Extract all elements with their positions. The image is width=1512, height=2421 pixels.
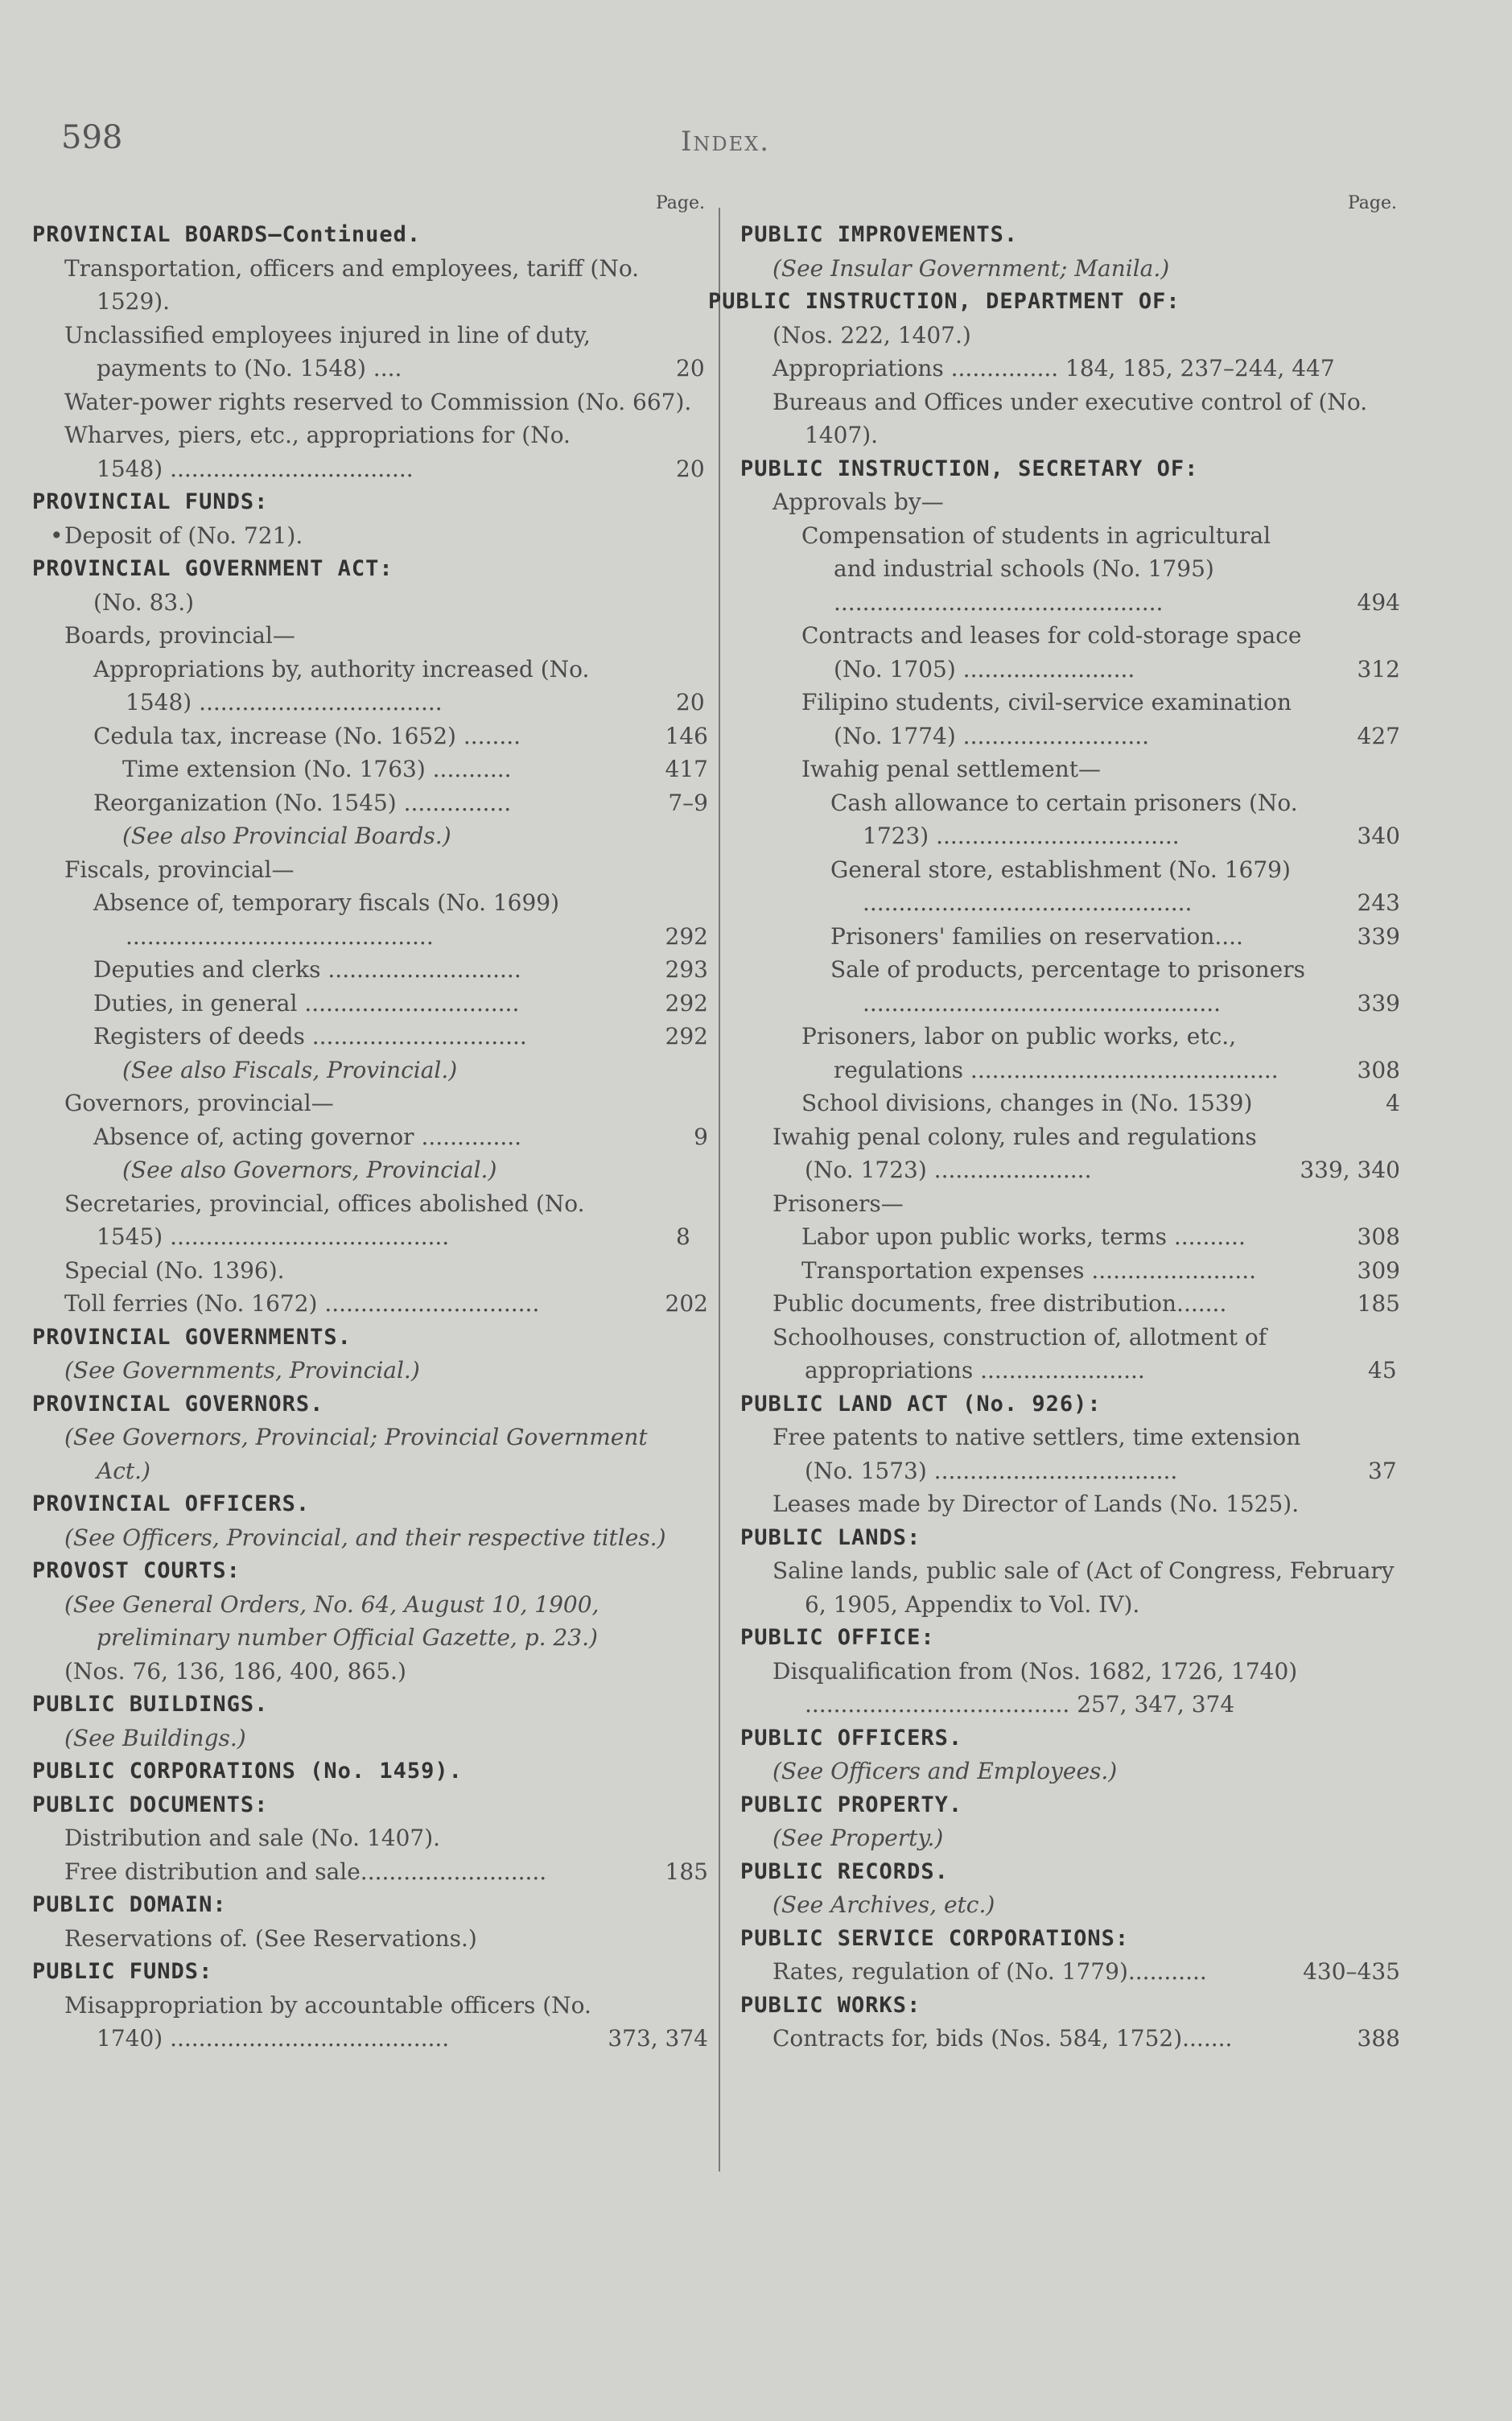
index-entry <box>740 1287 1400 1321</box>
entry-text: Reorganization (No. 1545) ............... <box>93 789 512 816</box>
entry-text: Rates, regulation of (No. 1779)........... <box>772 1958 1207 1985</box>
page-reference: 308 <box>1349 1220 1400 1254</box>
index-entry <box>32 953 708 987</box>
entry-text: Toll ferries (No. 1672) .............................. <box>64 1290 540 1317</box>
entry-text: PUBLIC SERVICE CORPORATIONS: <box>740 1925 1130 1951</box>
index-heading <box>32 1888 708 1922</box>
entry-text: Prisoners— <box>772 1190 904 1217</box>
index-entry <box>32 753 708 786</box>
index-heading <box>32 1688 708 1722</box>
index-entry <box>740 1421 1400 1487</box>
index-entry <box>32 819 708 853</box>
entry-text: Labor upon public works, terms .......... <box>801 1223 1246 1250</box>
index-entry <box>32 252 708 319</box>
column-divider <box>719 208 720 2171</box>
index-entry <box>32 720 708 753</box>
page-reference: 494 <box>1382 586 1400 620</box>
index-heading <box>32 1788 708 1822</box>
index-entry <box>32 1087 708 1120</box>
page-reference: 417 <box>657 753 708 786</box>
index-entry <box>740 1087 1400 1120</box>
entry-text: Absence of, acting governor .............. <box>93 1123 522 1150</box>
entry-text: (See Governments, Provincial.) <box>64 1357 420 1384</box>
index-entry <box>32 1821 708 1855</box>
entry-text: Saline lands, public sale of (Act of Congress, February 6, 1905, Appendix to Vol. IV). <box>772 1557 1395 1618</box>
index-entry <box>740 2022 1400 2056</box>
entry-text: Absence of, temporary fiscals (No. 1699) ........................................... <box>93 889 560 950</box>
entry-text: PROVINCIAL GOVERNORS. <box>32 1391 324 1417</box>
entry-text: Leases made by Director of Lands (No. 1525). <box>772 1491 1300 1517</box>
page-reference: 339 <box>1382 987 1400 1021</box>
index-heading <box>740 452 1400 486</box>
entry-text: (Nos. 76, 136, 186, 400, 865.) <box>64 1657 406 1685</box>
index-entry <box>32 1855 708 1889</box>
index-heading <box>740 1521 1400 1555</box>
entry-list <box>32 218 708 2056</box>
index-entry <box>740 1554 1400 1621</box>
index-entry <box>740 485 1400 519</box>
index-entry <box>32 786 708 820</box>
index-entry <box>740 686 1400 753</box>
page-reference: 8 <box>700 1220 708 1254</box>
page-reference: 388 <box>1349 2022 1400 2056</box>
entry-text: PUBLIC BUILDINGS. <box>32 1692 269 1717</box>
entry-text: PROVINCIAL FUNDS: <box>32 489 269 514</box>
entry-text: Secretaries, provincial, offices abolished (No. 1545) ....................................... <box>64 1190 585 1250</box>
entry-text: PROVOST COURTS: <box>32 1558 241 1583</box>
index-entry <box>740 786 1400 853</box>
entry-text: Cash allowance to certain prisoners (No. 1723) .................................. <box>830 789 1298 849</box>
index-entry <box>740 853 1400 920</box>
index-entry <box>32 1655 708 1689</box>
index-entry <box>740 386 1400 452</box>
page-reference: 293 <box>657 953 708 987</box>
index-heading <box>32 1554 708 1588</box>
entry-text: Iwahig penal colony, rules and regulations (No. 1723) ...................... <box>772 1123 1257 1183</box>
entry-text: (No. 83.) <box>93 588 195 616</box>
page-reference: 146 <box>657 720 708 753</box>
index-entry <box>32 1354 708 1388</box>
index-entry <box>32 1153 708 1187</box>
page-reference: 292 <box>657 1020 708 1054</box>
index-entry <box>740 1020 1400 1087</box>
entry-list <box>708 218 1400 2056</box>
entry-text: (See Governors, Provincial; Provincial Government Act.) <box>64 1424 648 1484</box>
entry-text: (See also Provincial Boards.) <box>122 823 451 849</box>
page-reference: 308 <box>1382 1054 1400 1087</box>
index-entry <box>32 987 708 1021</box>
page-reference: 20 <box>700 452 708 486</box>
entry-text: (See Property.) <box>772 1825 944 1851</box>
index-entry <box>32 1187 708 1254</box>
index-entry <box>32 1922 708 1956</box>
page-reference: 340 <box>1382 819 1400 853</box>
entry-text: Contracts for, bids (Nos. 584, 1752)....... <box>772 2025 1233 2052</box>
entry-text: PUBLIC DOCUMENTS: <box>32 1792 269 1817</box>
entry-text: Cedula tax, increase (No. 1652) ........ <box>93 722 521 749</box>
index-heading <box>740 1855 1400 1889</box>
entry-text: PUBLIC RECORDS. <box>740 1858 949 1884</box>
index-entry <box>32 419 708 485</box>
page-number: 598 <box>61 119 123 156</box>
entry-text: Deposit of (No. 721). <box>64 522 303 549</box>
entry-text: (See also Fiscals, Provincial.) <box>122 1056 458 1083</box>
index-entry <box>32 1054 708 1087</box>
entry-text: Approvals by— <box>772 489 944 515</box>
entry-text: PUBLIC INSTRUCTION, SECRETARY OF: <box>740 456 1199 481</box>
entry-text: Bureaus and Offices under executive control of (No. 1407). <box>772 388 1368 448</box>
page-reference: 7–9 <box>660 786 708 820</box>
page-reference: 20 <box>700 352 708 386</box>
index-entry <box>740 1220 1400 1254</box>
entry-text: (See Officers, Provincial, and their respective titles.) <box>64 1524 666 1551</box>
page-reference: 292 <box>690 920 708 954</box>
index-entry <box>740 753 1400 786</box>
entry-text: PUBLIC IMPROVEMENTS. <box>740 222 1019 247</box>
entry-text: PROVINCIAL GOVERNMENT ACT: <box>32 556 393 581</box>
index-heading <box>740 1922 1400 1956</box>
entry-text: PROVINCIAL BOARDS—Continued. <box>32 222 422 247</box>
entry-text: (See Buildings.) <box>64 1724 246 1751</box>
page-reference: 312 <box>1382 653 1400 687</box>
entry-text: PUBLIC OFFICE: <box>740 1625 935 1650</box>
page-reference: 339 <box>1349 920 1400 954</box>
index-entry <box>32 386 708 419</box>
entry-text: Distribution and sale (No. 1407). <box>64 1825 441 1851</box>
index-entry <box>740 519 1400 620</box>
index-heading <box>740 218 1400 252</box>
index-entry <box>740 1821 1400 1855</box>
index-entry <box>740 319 1400 353</box>
entry-text: PUBLIC LANDS: <box>740 1524 921 1550</box>
entry-text: Special (No. 1396). <box>64 1256 285 1284</box>
entry-text: Duties, in general .............................. <box>93 989 520 1017</box>
index-entry <box>32 1254 708 1288</box>
entry-text: Unclassified employees injured in line of duty, payments to (No. 1548) .... <box>64 321 591 382</box>
entry-text: Reservations of. (See Reservations.) <box>64 1924 477 1952</box>
page-reference: 9 <box>686 1120 708 1154</box>
page-reference: 309 <box>1349 1254 1400 1288</box>
index-entry <box>740 619 1400 686</box>
entry-text: Transportation expenses ....................... <box>801 1256 1257 1284</box>
entry-text: Contracts and leases for cold-storage space (No. 1705) ........................ <box>801 622 1302 683</box>
index-entry <box>740 1888 1400 1922</box>
entry-text: PUBLIC CORPORATIONS (No. 1459). <box>32 1759 463 1784</box>
index-heading <box>32 1388 708 1421</box>
entry-text: Governors, provincial— <box>64 1090 334 1116</box>
entry-text: General store, establishment (No. 1679) .............................................. <box>830 856 1291 916</box>
entry-text: PUBLIC PROPERTY. <box>740 1792 963 1817</box>
entry-text: Appropriations ............... 184, 185, 237–244, 447 <box>772 355 1335 382</box>
index-heading <box>32 1955 708 1989</box>
entry-text: PUBLIC OFFICERS. <box>740 1725 963 1751</box>
entry-text: PROVINCIAL GOVERNMENTS. <box>32 1324 352 1350</box>
index-entry <box>32 1521 708 1555</box>
entry-text: Fiscals, provincial— <box>64 856 295 883</box>
page-reference: 185 <box>657 1855 708 1889</box>
entry-text: (See Archives, etc.) <box>772 1891 995 1918</box>
index-heading <box>740 1621 1400 1655</box>
entry-text: Disqualification from (Nos. 1682, 1726, 1740) ..................................... 257, 347, 374 <box>772 1657 1298 1718</box>
index-entry <box>32 619 708 653</box>
index-entry <box>740 920 1400 954</box>
entry-text: Transportation, officers and employees, tariff (No. 1529). <box>64 254 640 315</box>
index-heading <box>32 1487 708 1521</box>
entry-text: PUBLIC INSTRUCTION, DEPARTMENT OF: <box>708 289 1180 314</box>
index-entry <box>740 1655 1400 1722</box>
entry-text: PROVINCIAL OFFICERS. <box>32 1491 311 1516</box>
index-entry <box>32 586 708 620</box>
index-heading <box>32 485 708 519</box>
entry-text: Wharves, piers, etc., appropriations for (No. 1548) .................................. <box>64 422 571 482</box>
entry-text: Boards, provincial— <box>64 622 295 649</box>
index-column-right <box>708 193 1400 2056</box>
entry-text: PUBLIC FUNDS: <box>32 1959 213 1984</box>
index-entry <box>32 319 708 386</box>
entry-text: Filipino students, civil-service examination (No. 1774) .......................... <box>801 689 1292 749</box>
index-entry <box>740 352 1400 386</box>
entry-text: Free distribution and sale.......................... <box>64 1858 547 1885</box>
index-entry <box>32 1020 708 1054</box>
index-entry <box>740 1254 1400 1288</box>
entry-text: Water-power rights reserved to Commission (No. 667). <box>64 388 692 415</box>
index-entry <box>32 1989 708 2056</box>
page-reference: 185 <box>1349 1287 1400 1321</box>
index-column-left <box>32 193 708 2056</box>
entry-text: Registers of deeds .............................. <box>93 1023 527 1050</box>
entry-text: Prisoners' families on reservation.... <box>830 922 1243 950</box>
entry-text: Appropriations by, authority increased (No. 1548) .................................. <box>93 655 590 716</box>
index-heading <box>32 218 708 252</box>
index-heading <box>740 1388 1400 1421</box>
page-reference: 243 <box>1382 886 1400 920</box>
index-entry <box>740 1487 1400 1521</box>
page-reference: 202 <box>657 1287 708 1321</box>
entry-text: Compensation of students in agricultural and industrial schools (No. 1795) .............................................. <box>801 522 1271 616</box>
entry-text: Misappropriation by accountable officers (No. 1740) ....................................... <box>64 1991 591 2052</box>
index-heading <box>32 1321 708 1355</box>
index-entry <box>32 519 708 553</box>
entry-text: (See Insular Government; Manila.) <box>772 254 1170 282</box>
page-reference: 45 <box>1392 1354 1400 1388</box>
page-reference: 292 <box>657 987 708 1021</box>
index-heading <box>32 552 708 586</box>
index-heading <box>740 1989 1400 2023</box>
entry-text: (See also Governors, Provincial.) <box>122 1157 497 1183</box>
index-heading <box>740 1722 1400 1755</box>
index-entry <box>32 1722 708 1755</box>
page-reference: 427 <box>1382 720 1400 753</box>
entry-text: Free patents to native settlers, time extension (No. 1573) .................................. <box>772 1424 1301 1484</box>
index-entry <box>32 1588 708 1655</box>
index-heading <box>708 285 1400 319</box>
page-column-label: Page. <box>655 193 705 213</box>
entry-text: (See Officers and Employees.) <box>772 1758 1118 1784</box>
index-entry <box>32 653 708 720</box>
index-entry <box>740 1321 1400 1388</box>
page-reference: 37 <box>1392 1454 1400 1488</box>
page-reference: 4 <box>1378 1087 1400 1120</box>
index-entry <box>32 1421 708 1487</box>
index-entry <box>740 1187 1400 1221</box>
entry-text: Iwahig penal settlement— <box>801 756 1101 782</box>
page-column-label: Page. <box>1347 193 1397 213</box>
index-entry <box>32 1287 708 1321</box>
entry-text: PUBLIC DOMAIN: <box>32 1892 227 1917</box>
entry-text: Time extension (No. 1763) ........... <box>122 756 512 782</box>
index-heading <box>740 1788 1400 1822</box>
page-reference: 373, 374 <box>632 2022 708 2056</box>
entry-text: Public documents, free distribution....... <box>772 1290 1227 1317</box>
index-entry <box>740 953 1400 1020</box>
entry-text: Schoolhouses, construction of, allotment of appropriations ....................... <box>772 1323 1267 1384</box>
index-heading <box>32 1755 708 1788</box>
index-entry <box>740 1755 1400 1788</box>
index-entry <box>740 1120 1400 1187</box>
running-head: Index. <box>681 126 771 158</box>
entry-text: School divisions, changes in (No. 1539) <box>801 1090 1253 1116</box>
page-reference: 430–435 <box>1295 1955 1400 1989</box>
entry-text: Sale of products, percentage to prisoners .................................................. <box>830 956 1306 1017</box>
page-reference: 20 <box>700 686 708 720</box>
entry-text: PUBLIC WORKS: <box>740 1992 921 2018</box>
index-entry <box>740 252 1400 286</box>
page-reference: 339, 340 <box>1324 1153 1400 1187</box>
entry-text: Prisoners, labor on public works, etc., regulations ........................................... <box>801 1023 1279 1083</box>
index-entry <box>32 853 708 887</box>
entry-text: (See General Orders, No. 64, August 10, 1900, preliminary number Official Gazette, p. 23.) <box>64 1590 599 1651</box>
entry-text: (Nos. 222, 1407.) <box>772 321 971 349</box>
index-entry <box>32 886 708 953</box>
index-entry <box>740 1955 1400 1989</box>
entry-text: Deputies and clerks ........................... <box>93 956 521 983</box>
entry-text: PUBLIC LAND ACT (No. 926): <box>740 1391 1102 1417</box>
index-entry <box>32 1120 708 1154</box>
